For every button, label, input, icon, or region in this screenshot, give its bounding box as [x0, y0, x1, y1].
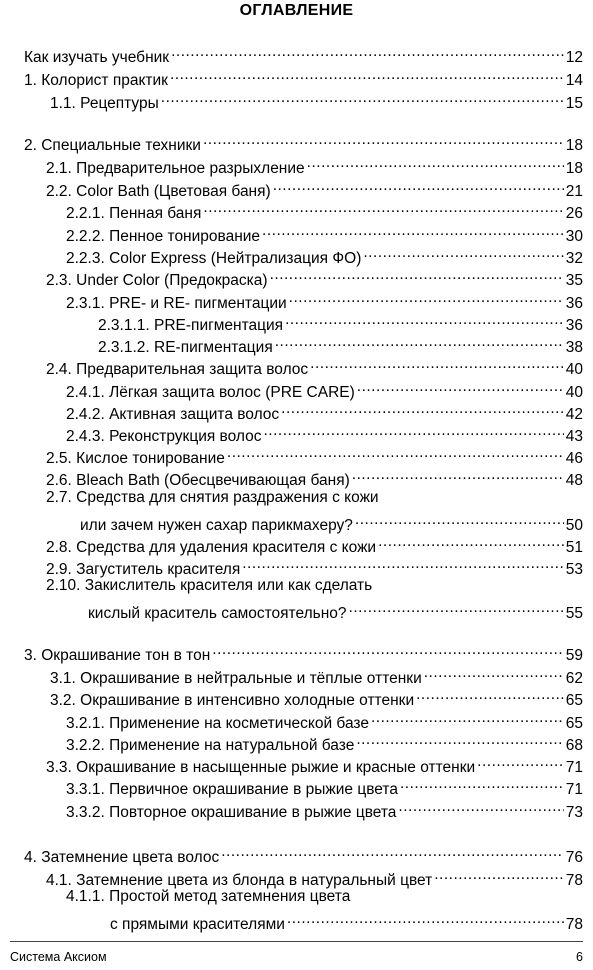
- dot-leader: [349, 598, 564, 618]
- toc-entry-label: 4.1.1. Простой метод затемнения цвета: [66, 888, 351, 905]
- toc-entry[interactable]: [66, 288, 583, 312]
- toc-entry-page: 65: [565, 715, 583, 732]
- dot-leader: [161, 88, 564, 108]
- toc-entry-label: 2.2. Color Bath (Цветовая баня): [46, 183, 271, 200]
- toc-entry[interactable]: [24, 65, 583, 89]
- dot-leader: [285, 310, 564, 330]
- toc-entry-label: 3.2.2. Применение на натуральной базе: [66, 737, 355, 754]
- toc-entry[interactable]: [24, 842, 583, 866]
- toc-entry-page: 21: [565, 183, 583, 200]
- dot-leader: [378, 532, 564, 552]
- toc-entry-page: 42: [565, 406, 583, 423]
- toc-entry-page: 71: [565, 781, 583, 798]
- toc-entry-page: 51: [565, 539, 583, 556]
- toc-entry-label: 2.3.1.1. PRE-пигментация: [98, 317, 284, 334]
- toc-entry[interactable]: [110, 909, 583, 933]
- dot-leader: [270, 265, 564, 285]
- toc-entry-label: 2.4.2. Активная защита волос: [66, 406, 280, 423]
- toc-entry[interactable]: [66, 221, 583, 245]
- toc-entry-label: 2. Специальные техники: [24, 137, 201, 154]
- toc-entry-label: 2.6. Bleach Bath (Обесцвечивающая баня): [46, 472, 350, 489]
- toc-entry-label: Как изучать учебник: [24, 49, 170, 66]
- toc-entry-label: 2.8. Средства для удаления красителя с кожи: [46, 539, 377, 556]
- toc-entry[interactable]: [46, 465, 583, 489]
- toc-entry-page: 73: [565, 804, 583, 821]
- toc-entry[interactable]: [46, 865, 583, 889]
- toc-entry-page: 38: [565, 339, 583, 356]
- dot-leader: [363, 243, 563, 263]
- toc-entry[interactable]: [46, 554, 583, 578]
- toc-entry-page: 32: [565, 250, 583, 267]
- toc-entry[interactable]: [46, 153, 583, 177]
- dot-leader: [275, 332, 564, 352]
- toc-entry-label: 3. Окрашивание тон в тон: [24, 647, 211, 664]
- dot-leader: [287, 909, 564, 929]
- toc-entry-label: 4. Затемнение цвета волос: [24, 849, 220, 866]
- dot-leader: [281, 399, 564, 419]
- toc-entry-label: кислый краситель самостоятельно?: [88, 605, 347, 622]
- toc-entry[interactable]: [98, 332, 583, 356]
- toc-entry-page: 76: [565, 849, 583, 866]
- dot-leader: [398, 797, 563, 817]
- toc-entry-page: 59: [565, 647, 583, 664]
- toc-entry-label: 3.3. Окрашивание в насыщенные рыжие и красные оттенки: [46, 759, 476, 776]
- toc-entry-label: 3.2.1. Применение на косметической базе: [66, 715, 369, 732]
- dot-leader: [355, 510, 564, 530]
- toc-entry-page: 40: [565, 361, 583, 378]
- toc-entry[interactable]: [46, 443, 583, 467]
- toc-entry-page: 78: [565, 916, 583, 933]
- toc-entry-page: 55: [565, 605, 583, 622]
- toc-entry-label: 3.3.1. Первичное окрашивание в рыжие цвета: [66, 781, 398, 798]
- toc-entry-page: 12: [565, 49, 583, 66]
- toc-entry-label: 2.5. Кислое тонирование: [46, 450, 225, 467]
- toc-entry[interactable]: [66, 399, 583, 423]
- toc-entry-page: 53: [565, 561, 583, 578]
- toc-entry-label: 2.2.3. Color Express (Нейтрализация ФО): [66, 250, 362, 267]
- toc-entry-label: 2.10. Закислитель красителя или как сделать: [46, 577, 373, 594]
- toc-entry[interactable]: [66, 730, 583, 754]
- toc-entry-page: 71: [565, 759, 583, 776]
- dot-leader: [400, 774, 564, 794]
- toc-entry-page: 15: [565, 95, 583, 112]
- toc-entry[interactable]: [66, 708, 583, 732]
- toc-entry[interactable]: [50, 685, 583, 709]
- dot-leader: [242, 554, 564, 574]
- toc-entry-label: 3.1. Окрашивание в нейтральные и тёплые оттенки: [50, 670, 422, 687]
- toc-entry-page: 68: [565, 737, 583, 754]
- dot-leader: [307, 153, 564, 173]
- toc-entry[interactable]: [50, 88, 583, 112]
- toc-entry-label: 2.2.1. Пенная баня: [66, 205, 202, 222]
- toc-entry-label: 2.2.2. Пенное тонирование: [66, 228, 261, 245]
- dot-leader: [221, 842, 564, 862]
- toc-entry-page: 35: [565, 272, 583, 289]
- dot-leader: [264, 421, 564, 441]
- footer-book-title: Система Аксиом: [10, 950, 107, 964]
- page-title: ОГЛАВЛЕНИЕ: [239, 2, 354, 19]
- toc-entry-label: 4.1. Затемнение цвета из блонда в натуральный цвет: [46, 872, 433, 889]
- footer-page-number: 6: [576, 950, 583, 964]
- toc-entry[interactable]: [66, 198, 583, 222]
- toc-entry[interactable]: [24, 640, 583, 664]
- toc-entry[interactable]: [24, 42, 583, 66]
- dot-leader: [171, 42, 564, 62]
- toc-entry-page: 18: [565, 137, 583, 154]
- toc-entry[interactable]: [66, 243, 583, 267]
- toc-entry[interactable]: [46, 532, 583, 556]
- toc-entry[interactable]: [80, 510, 583, 534]
- toc-entry-label: 2.7. Средства для снятия раздражения с кожи: [46, 489, 379, 506]
- toc-entry-label: 1.1. Рецептуры: [50, 95, 159, 112]
- dot-leader: [170, 65, 564, 85]
- toc-entry-page: 46: [565, 450, 583, 467]
- dot-leader: [356, 730, 563, 750]
- toc-entry[interactable]: [66, 421, 583, 445]
- toc-entry-page: 36: [565, 317, 583, 334]
- dot-leader: [227, 443, 564, 463]
- dot-leader: [289, 288, 564, 308]
- toc-entry-page: 30: [565, 228, 583, 245]
- dot-leader: [273, 176, 564, 196]
- toc-entry-page: 50: [565, 517, 583, 534]
- toc-entry-page: 65: [565, 692, 583, 709]
- toc-entry-label: или зачем нужен сахар парикмахеру?: [80, 517, 353, 534]
- toc-entry-page: 26: [565, 205, 583, 222]
- dot-leader: [416, 685, 564, 705]
- toc-entry[interactable]: [88, 598, 583, 622]
- toc-entry-label: 2.4.3. Реконструкция волос: [66, 428, 262, 445]
- dot-leader: [424, 663, 564, 683]
- dot-leader: [203, 130, 564, 150]
- toc-entry-label: с прямыми красителями: [110, 916, 285, 933]
- dot-leader: [477, 752, 564, 772]
- dot-leader: [434, 865, 564, 885]
- toc-entry[interactable]: [98, 310, 583, 334]
- toc-entry[interactable]: [24, 130, 583, 154]
- toc-entry-label: 2.4. Предварительная защита волос: [46, 361, 309, 378]
- toc-entry-page: 40: [565, 384, 583, 401]
- toc-entry-label: 3.3.2. Повторное окрашивание в рыжие цвета: [66, 804, 397, 821]
- toc-entry-label: 2.9. Загуститель красителя: [46, 561, 241, 578]
- toc-entry[interactable]: [46, 354, 583, 378]
- toc-entry[interactable]: [66, 774, 583, 798]
- footer-divider: [10, 941, 583, 942]
- dot-leader: [310, 354, 564, 374]
- dot-leader: [371, 708, 564, 728]
- dot-leader: [212, 640, 563, 660]
- toc-entry-page: 78: [565, 872, 583, 889]
- toc-entry-page: 48: [565, 472, 583, 489]
- dot-leader: [357, 377, 564, 397]
- toc-entry[interactable]: [46, 752, 583, 776]
- toc-entry-label: 2.1. Предварительное разрыхление: [46, 160, 305, 177]
- toc-entry-page: 43: [565, 428, 583, 445]
- toc-entry-page: 62: [565, 670, 583, 687]
- toc-entry-label: 3.2. Окрашивание в интенсивно холодные оттенки: [50, 692, 415, 709]
- toc-entry-label: 1. Колорист практик: [24, 72, 168, 89]
- toc-entry-label: 2.3.1. PRE- и RE- пигментации: [66, 295, 287, 312]
- toc-entry-label: 2.4.1. Лёгкая защита волос (PRE CARE): [66, 384, 355, 401]
- toc-entry[interactable]: [46, 176, 583, 200]
- toc-entry-page: 18: [565, 160, 583, 177]
- toc-entry-label: 2.3. Under Color (Предокраска): [46, 272, 268, 289]
- dot-leader: [352, 465, 564, 485]
- dot-leader: [262, 221, 564, 241]
- toc-entry-label: 2.3.1.2. RE-пигментация: [98, 339, 273, 356]
- toc-entry-page: 36: [565, 295, 583, 312]
- toc-entry-page: 14: [565, 72, 583, 89]
- toc-entry[interactable]: [46, 265, 583, 289]
- dot-leader: [203, 198, 563, 218]
- toc-entry[interactable]: [66, 797, 583, 821]
- toc-entry[interactable]: [50, 663, 583, 687]
- toc-entry[interactable]: [66, 377, 583, 401]
